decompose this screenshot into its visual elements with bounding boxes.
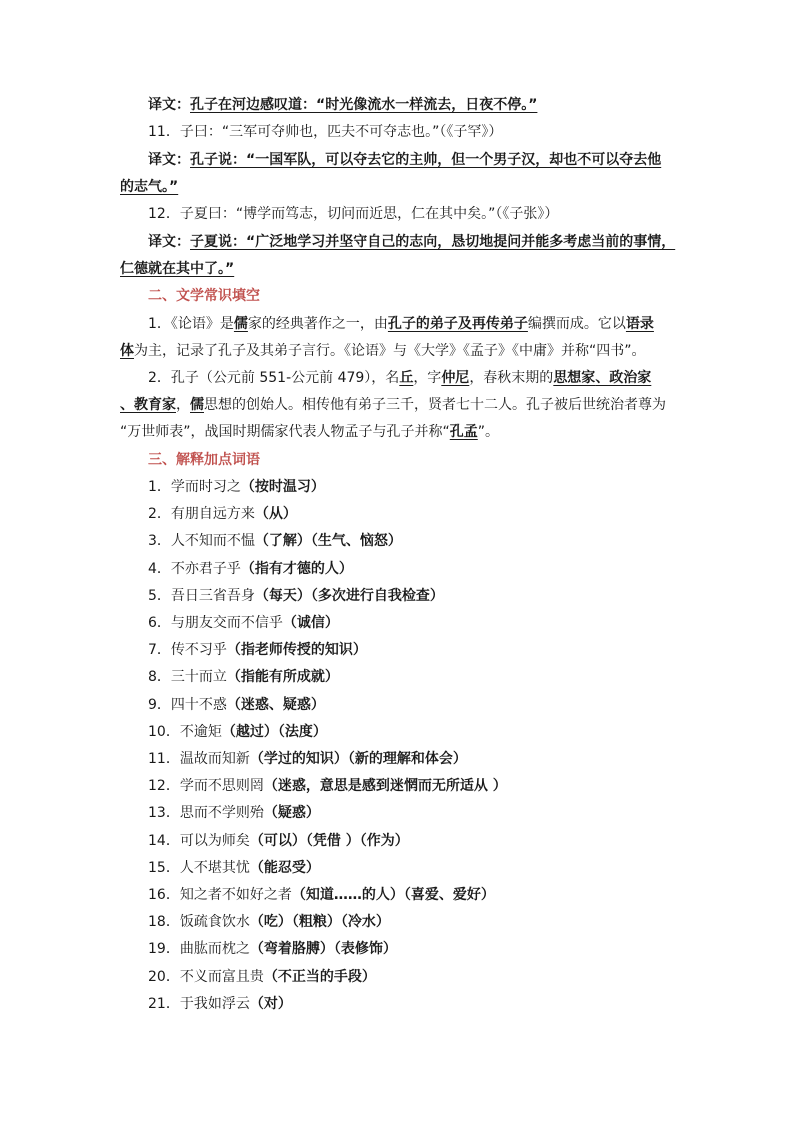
answer-blank: 孔孟 (449, 424, 478, 440)
vocabulary-item (148, 588, 444, 604)
item-number: 18． (148, 914, 180, 930)
item-answer: （弯着胳膊）（表修饰） (249, 941, 397, 957)
item-number: 19． (148, 941, 180, 957)
item-phrase: 知之者不如好之者 (179, 887, 292, 903)
item-number: 21． (148, 996, 180, 1012)
text-segment: 2．孔子（公元前 551-公元前 479），名 (148, 370, 400, 386)
item-answer: （了解）（生气、恼怒） (254, 533, 402, 549)
vocabulary-item (148, 697, 325, 713)
vocabulary-item (148, 724, 327, 740)
item-phrase: 人不堪其忧 (179, 860, 250, 876)
translation-11 (148, 152, 661, 168)
item-answer: （指有才德的人） (240, 561, 353, 577)
item-number: 6． (148, 615, 171, 631)
text-segment: ，春秋末期的 (469, 370, 554, 386)
vocabulary-item (148, 642, 367, 658)
translation-text-line2: 仁德就在其中了。” (120, 261, 235, 277)
text-segment: 家的经典著作之一，由 (247, 316, 388, 332)
item-answer: （越过）（法度） (221, 724, 327, 740)
item-answer: （迷惑，意思是感到迷惘而无所适从 ） (263, 778, 507, 794)
item-answer: （疑惑） (263, 805, 320, 821)
vocabulary-item (148, 615, 339, 631)
item-answer: （学过的知识）（新的理解和体会） (249, 751, 467, 767)
item-number: 8． (148, 669, 171, 685)
item-number: 3． (148, 533, 171, 549)
translation-text-line1: 子夏说：“广泛地学习并坚守自己的志向，恳切地提问并能多考虑当前的事情， (190, 234, 676, 250)
vocabulary-item (148, 805, 320, 821)
text-segment: 思想的创始人。相传他有弟子三千，贤者七十二人。孔子被后世统治者尊为 (204, 397, 666, 413)
quote-11 (148, 124, 502, 140)
vocabulary-item (148, 479, 325, 495)
quote-text: 子曰：“三军可夺帅也，匹夫不可夺志也。”（《子罕》） (179, 124, 503, 140)
text-segment: 1．《论语》是 (148, 316, 234, 332)
translation-10 (148, 97, 537, 113)
literature-item-1 (148, 316, 654, 332)
section-heading-literature: 二、文学常识填空 (148, 288, 260, 304)
answer-blank: 体 (120, 343, 134, 359)
translation-text-line2: 的志气。” (120, 179, 179, 195)
answer-blank: 思想家 (553, 370, 596, 386)
item-number: 13． (148, 805, 180, 821)
text-segment: ，字 (413, 370, 442, 386)
translation-text-line1: 孔子说：“一国军队，可以夺去它的主帅，但一个男子汉，却也不可以夺去他 (190, 152, 662, 168)
text-segment: ”。 (477, 424, 500, 440)
item-number: 20． (148, 969, 180, 985)
item-phrase: 有朋自远方来 (170, 506, 255, 522)
quote-number: 12． (148, 206, 180, 222)
item-phrase: 传不习乎 (170, 642, 227, 658)
item-answer: （迷惑、疑惑） (226, 697, 325, 713)
translation-text: 孔子在河边感叹道：“时光像流水一样流去，日夜不停。” (190, 97, 538, 113)
item-number: 5． (148, 588, 171, 604)
vocabulary-item (148, 669, 339, 685)
item-number: 2． (148, 506, 171, 522)
text-segment: “万世师表”，战国时期儒家代表人物孟子与孔子并称“ (120, 424, 450, 440)
item-answer: （知道……的人）（喜爱、爱好） (291, 887, 495, 903)
item-phrase: 饭疏食饮水 (179, 914, 250, 930)
literature-item-1-cont (120, 343, 646, 359)
answer-blank: 儒 (190, 397, 204, 413)
answer-blank: 、教育家 (120, 397, 176, 413)
translation-label: 译文： (148, 234, 190, 250)
vocabulary-item (148, 969, 376, 985)
text-segment: 编撰而成。它以 (527, 316, 626, 332)
literature-item-2-cont2 (120, 424, 499, 440)
item-phrase: 于我如浮云 (179, 996, 250, 1012)
item-phrase: 三十而立 (170, 669, 227, 685)
quote-12 (148, 206, 558, 222)
item-number: 14． (148, 833, 180, 849)
translation-12-cont (120, 261, 234, 277)
vocabulary-item (148, 778, 507, 794)
item-answer: （不正当的手段） (263, 969, 376, 985)
item-number: 1． (148, 479, 171, 495)
literature-item-2 (148, 370, 651, 386)
vocabulary-item (148, 860, 320, 876)
item-answer: （指老师传授的知识） (226, 642, 367, 658)
item-phrase: 人不知而不愠 (170, 533, 255, 549)
item-answer: （每天）（多次进行自我检查） (254, 588, 444, 604)
item-number: 4． (148, 561, 171, 577)
translation-11-cont (120, 179, 178, 195)
item-number: 11． (148, 751, 180, 767)
answer-blank: 语录 (625, 316, 654, 332)
item-phrase: 四十不惑 (170, 697, 227, 713)
translation-label: 译文： (148, 152, 190, 168)
answer-blank: 仲尼 (441, 370, 470, 386)
item-answer: （可以）（凭借 ）（作为） (249, 833, 409, 849)
section-heading-vocabulary: 三、解释加点词语 (148, 452, 260, 468)
item-answer: （对） (249, 996, 292, 1012)
translation-12 (148, 234, 675, 250)
vocabulary-item (148, 914, 390, 930)
item-number: 9． (148, 697, 171, 713)
vocabulary-item (148, 533, 402, 549)
item-phrase: 思而不学则殆 (179, 805, 264, 821)
vocabulary-item (148, 506, 297, 522)
item-phrase: 学而不思则罔 (179, 778, 264, 794)
text-segment: 为主，记录了孔子及其弟子言行。《论语》与《大学》《孟子》《中庸》并称“四书”。 (134, 343, 646, 359)
answer-blank: 、政治家 (595, 370, 652, 386)
literature-item-2-cont (120, 397, 666, 413)
item-phrase: 可以为师矣 (179, 833, 250, 849)
answer-blank: 孔子的弟子及再传弟子 (387, 316, 528, 332)
item-number: 16． (148, 887, 180, 903)
answer-blank: 儒 (233, 316, 248, 332)
item-answer: （按时温习） (240, 479, 325, 495)
item-phrase: 学而时习之 (170, 479, 241, 495)
item-number: 10． (148, 724, 180, 740)
quote-number: 11． (148, 124, 180, 140)
item-phrase: 不亦君子乎 (170, 561, 241, 577)
item-phrase: 与朋友交而不信乎 (170, 615, 283, 631)
vocabulary-item (148, 833, 409, 849)
item-answer: （能忍受） (249, 860, 320, 876)
quote-text: 子夏曰：“博学而笃志，切问而近思，仁在其中矣。”（《子张》） (179, 206, 559, 222)
vocabulary-item (148, 751, 467, 767)
item-number: 12． (148, 778, 180, 794)
item-phrase: 不义而富且贵 (179, 969, 264, 985)
item-answer: （指能有所成就） (226, 669, 339, 685)
vocabulary-item (148, 561, 353, 577)
item-answer: （诚信） (282, 615, 339, 631)
vocabulary-item (148, 996, 292, 1012)
answer-blank: 丘 (399, 370, 414, 386)
text-segment: ， (176, 397, 190, 413)
item-phrase: 吾日三省吾身 (170, 588, 255, 604)
item-answer: （吃）（粗粮）（冷水） (249, 914, 390, 930)
item-number: 15． (148, 860, 180, 876)
item-phrase: 温故而知新 (179, 751, 250, 767)
item-phrase: 曲肱而枕之 (179, 941, 250, 957)
vocabulary-item (148, 941, 397, 957)
item-answer: （从） (254, 506, 297, 522)
item-phrase: 不逾矩 (179, 724, 222, 740)
translation-label: 译文： (148, 97, 190, 113)
vocabulary-item (148, 887, 495, 903)
item-number: 7． (148, 642, 171, 658)
